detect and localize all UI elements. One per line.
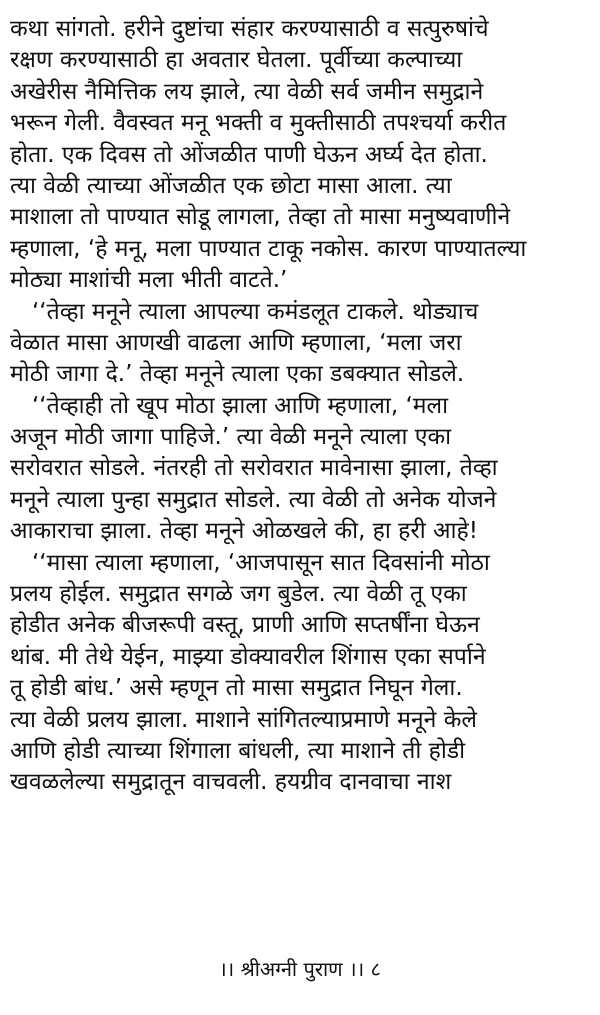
text-line: खवळलेल्या समुद्रातून वाचवली. हयग्रीव दानवाचा नाश <box>10 769 452 796</box>
text-line: भरून गेली. वैवस्वत मनू भक्ती व मुक्तीसाठी तपश्चर्या करीत <box>10 110 507 137</box>
page-footer: ।। श्रीअग्नी पुराण ।। ८ <box>219 957 381 981</box>
text-line: माशाला तो पाण्यात सोडू लागला, तेव्हा तो मासा मनुष्यवाणीने <box>10 204 511 231</box>
paragraph-start-line: ‘‘मासा त्याला म्हणाला, ‘आजपासून सात दिवसांनी मोठा <box>32 549 490 576</box>
text-line: थांब. मी तेथे येईन, माझ्या डोक्यावरील शिंगास एका सर्पाने <box>10 643 486 670</box>
text-line: मोठी जागा दे.’ तेव्हा मनूने त्याला एका डबक्यात सोडले. <box>10 361 465 388</box>
text-line: कथा सांगतो. हरीने दुष्टांचा संहार करण्यासाठी व सत्पुरुषांचे <box>10 16 489 42</box>
text-line: म्हणाला, ‘हे मनू, मला पाण्यात टाकू नकोस. कारण पाण्यातल्या <box>10 235 527 262</box>
paragraph-start-line: ‘‘तेव्हा मनूने त्याला आपल्या कमंडलूत टाकले. थोड्याच <box>32 298 479 325</box>
text-line: तू होडी बांध.’ असे म्हणून तो मासा समुद्रात निघून गेला. <box>10 675 463 702</box>
text-line: त्या वेळी प्रलय झाला. माशाने सांगितल्याप्रमाणे मनूने केले <box>10 706 477 733</box>
paragraph-start-line: ‘‘तेव्हाही तो खूप मोठा झाला आणि म्हणाला, ‘मला <box>32 392 449 419</box>
text-line: होडीत अनेक बीजरूपी वस्तू, प्राणी आणि सप्तर्षींना घेऊन <box>10 612 480 639</box>
text-line: मनूने त्याला पुन्हा समुद्रात सोडले. त्या वेळी तो अनेक योजने <box>10 486 497 513</box>
text-line: आणि होडी त्याच्या शिंगाला बांधली, त्या माशाने ती होडी <box>10 737 466 764</box>
text-line: प्रलय होईल. समुद्रात सगळे जग बुडेल. त्या वेळी तू एका <box>10 581 467 608</box>
text-line: वेळात मासा आणखी वाढला आणि म्हणाला, ‘मला जरा <box>10 329 462 356</box>
text-line: मोठ्या माशांची मला भीती वाटते.’ <box>10 267 288 294</box>
text-line: सरोवरात सोडले. नंतरही तो सरोवरात मावेनासा झाला, तेव्हा <box>10 455 498 482</box>
text-line: आकाराचा झाला. तेव्हा मनूने ओळखले की, हा हरी आहे! <box>10 518 478 545</box>
text-line: रक्षण करण्यासाठी हा अवतार घेतला. पूर्वीच्या कल्पाच्या <box>10 47 463 74</box>
text-line: अखेरीस नैमित्तिक लय झाले, त्या वेळी सर्व जमीन समुद्राने <box>10 78 484 105</box>
text-line: होता. एक दिवस तो ओंजळीत पाणी घेऊन अर्घ्य देत होता. <box>10 141 488 168</box>
text-line: अजून मोठी जागा पाहिजे.’ त्या वेळी मनूने त्याला एका <box>10 424 452 451</box>
text-line: त्या वेळी त्याच्या ओंजळीत एक छोटा मासा आला. त्या <box>10 172 452 199</box>
